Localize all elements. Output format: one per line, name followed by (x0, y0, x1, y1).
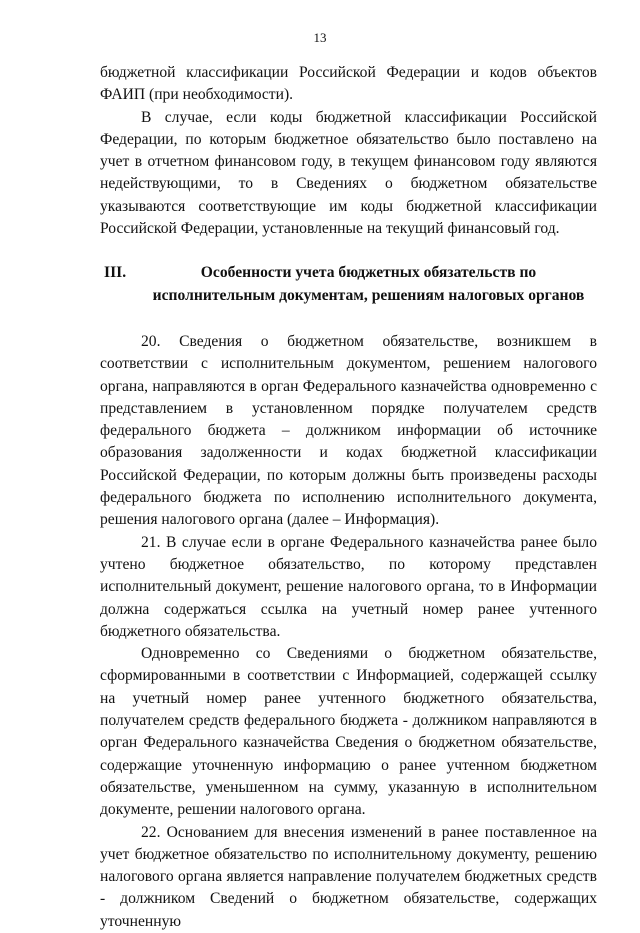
paragraph-outdated-codes: В случае, если коды бюджетной классификации Российской Федерации, по которым бюджетное обязательство было поставлено на учет в отчетном финансовом году, в текущем финансовом году являются недействующими, то в Сведениях о бюджетном обязательстве указываются соответствующие им коды бюджетной классификации Российской Федерации, установленные на текущий финансовый год. (100, 108, 597, 238)
paragraph-continuation: бюджетной классификации Российской Федерации и кодов объектов ФАИП (при необходимости). (100, 64, 597, 104)
section-heading (100, 262, 597, 307)
page-number: 13 (313, 30, 327, 45)
document-body (100, 62, 597, 933)
section-number: III. (104, 264, 127, 282)
paragraph-21: 21. В случае если в органе Федерального казначейства ранее было учтено бюджетное обязательство, по которому представлен исполнительный документ, решение налогового органа, то в Информации должна содержаться ссылка на учетный номер ранее учтенного бюджетного обязательства. (100, 533, 597, 640)
section-title: Особенности учета бюджетных обязательств по исполнительным документам, решениям налоговых органов (152, 264, 585, 304)
paragraph-simultaneous: Одновременно со Сведениями о бюджетном обязательстве, сформированными в соответствии с Информацией, содержащей ссылку на учетный номер ранее учтенного бюджетного обязательства, получателем средств федерального бюджета - должником направляются в орган Федерального казначейства Сведения о бюджетном обязательстве, содержащие уточненную информацию о ранее учтенном бюджетном обязательстве, уменьшенном на сумму, указанную в исполнительном документе, решении налогового органа. (100, 645, 597, 819)
paragraph-22: 22. Основанием для внесения изменений в ранее поставленное на учет бюджетное обязательство по исполнительному документу, решению налогового органа является направление получателем бюджетных средств - должником Сведений о бюджетном обязательстве, содержащих уточненную (100, 823, 597, 930)
paragraph-20: 20. Сведения о бюджетном обязательстве, возникшем в соответствии с исполнительным документом, решением налогового органа, направляются в орган Федерального казначейства одновременно с представлением в установленном порядке получателем средств федерального бюджета – должником информации об источнике образования задолженности и кодах бюджетной классификации Российской Федерации, по которым должны быть произведены расходы федерального бюджета по исполнению исполнительного документа, решения налогового органа (далее – Информация). (100, 332, 597, 529)
